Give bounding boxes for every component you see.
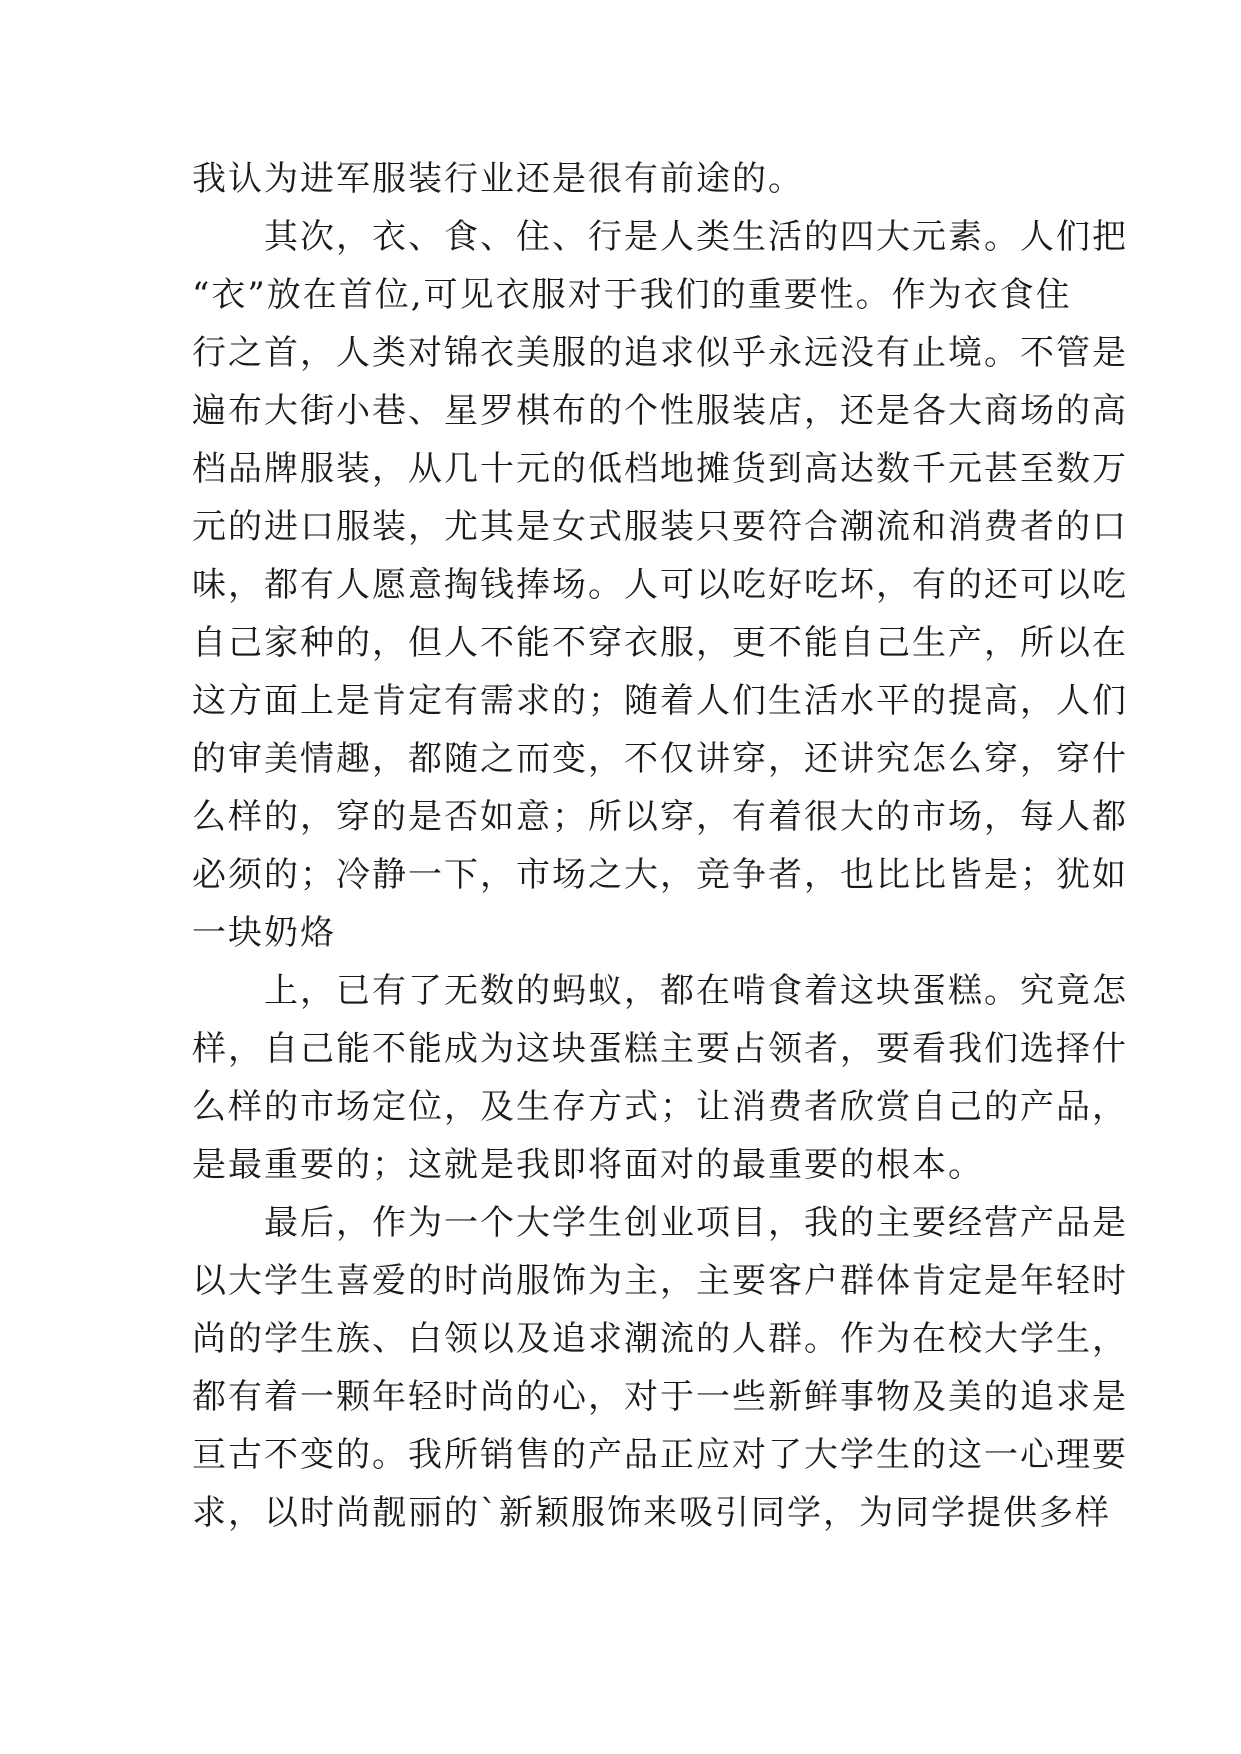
- text-line: 其次，衣、食、住、行是人类生活的四大元素。人们把: [192, 217, 1128, 257]
- text-line: 都有着一颗年轻时尚的心，对于一些新鲜事物及美的追求是: [192, 1377, 1128, 1417]
- text-line: 最后，作为一个大学生创业项目，我的主要经营产品是: [192, 1203, 1128, 1243]
- text-line: 是最重要的；这就是我即将面对的最重要的根本。: [192, 1145, 984, 1185]
- text-line: 以大学生喜爱的时尚服饰为主，主要客户群体肯定是年轻时: [192, 1261, 1128, 1301]
- body-text: [192, 150, 1128, 1542]
- text-line: 必须的；冷静一下，市场之大，竞争者，也比比皆是；犹如: [192, 855, 1128, 895]
- text-line: 亘古不变的。我所销售的产品正应对了大学生的这一心理要: [192, 1435, 1128, 1475]
- text-line: 上，已有了无数的蚂蚁，都在啃食着这块蛋糕。究竟怎: [192, 971, 1128, 1011]
- text-line: 的审美情趣，都随之而变，不仅讲穿，还讲究怎么穿，穿什: [192, 739, 1128, 779]
- text-line: 味，都有人愿意掏钱捧场。人可以吃好吃坏，有的还可以吃: [192, 565, 1128, 605]
- text-line: 求，以时尚靓丽的`新颖服饰来吸引同学，为同学提供多样: [192, 1493, 1111, 1533]
- text-line: 么样的市场定位，及生存方式；让消费者欣赏自己的产品，: [192, 1087, 1128, 1127]
- text-line: 我认为进军服装行业还是很有前途的。: [192, 159, 804, 199]
- text-line: “衣”放在首位,可见衣服对于我们的重要性。作为衣食住: [192, 275, 1072, 315]
- text-line: 自己家种的，但人不能不穿衣服，更不能自己生产，所以在: [192, 623, 1128, 663]
- text-line: 么样的，穿的是否如意；所以穿，有着很大的市场，每人都: [192, 797, 1128, 837]
- text-line: 一块奶烙: [192, 913, 336, 953]
- text-line: 元的进口服装，尤其是女式服装只要符合潮流和消费者的口: [192, 507, 1128, 547]
- text-line: 样，自己能不能成为这块蛋糕主要占领者，要看我们选择什: [192, 1029, 1128, 1069]
- text-line: 遍布大街小巷、星罗棋布的个性服装店，还是各大商场的高: [192, 391, 1128, 431]
- text-line: 尚的学生族、白领以及追求潮流的人群。作为在校大学生，: [192, 1319, 1128, 1359]
- text-line: 行之首，人类对锦衣美服的追求似乎永远没有止境。不管是: [192, 333, 1128, 373]
- text-line: 这方面上是肯定有需求的；随着人们生活水平的提高，人们: [192, 681, 1128, 721]
- text-line: 档品牌服装，从几十元的低档地摊货到高达数千元甚至数万: [192, 449, 1128, 489]
